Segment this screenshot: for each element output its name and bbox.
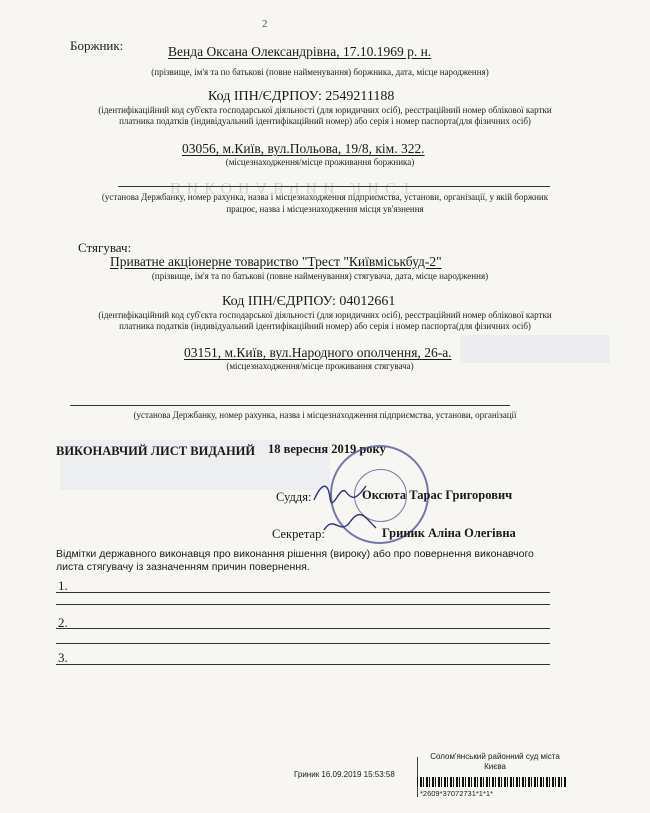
secretary-name: Гриник Аліна Олегівна [382, 526, 516, 540]
page-number: 2 [262, 18, 268, 30]
debtor-code-caption-1: (ідентифікаційний код суб'єкта господарської діяльності (для юридичних осіб), реєстраційний номер облікової картки [98, 105, 552, 115]
form-line [56, 643, 550, 644]
debtor-code-caption-2: платника податків (індивідуальний ідентифікаційний номер) або серія і номер паспорта(для фізичних осіб) [119, 116, 531, 126]
debtor-code: Код ІПН/ЄДРПОУ: 2549211188 [208, 89, 395, 104]
creditor-code: Код ІПН/ЄДРПОУ: 04012661 [222, 294, 396, 309]
line-number: 2. [58, 615, 68, 630]
judge-label: Суддя: [276, 490, 312, 504]
creditor-name-caption: (прізвище, ім'я та по батькові (повне найменування) стягувача, дата, місце народження) [151, 271, 489, 281]
debtor-address: 03056, м.Київ, вул.Польова, 19/8, кім. 322. [182, 141, 425, 156]
creditor-code-caption-1: (ідентифікаційний код суб'єкта господарської діяльності (для юридичних осіб), реєстраційний номер облікової картки [98, 310, 552, 320]
debtor-name: Венда Оксана Олександрівна, 17.10.1969 р. н. [168, 44, 432, 59]
creditor-address-caption: (місцезнаходження/місце проживання стягувача) [226, 361, 414, 371]
creditor-label: Стягувач: [78, 240, 132, 255]
debtor-bank-line [118, 186, 550, 187]
issued-label: ВИКОНАВЧИЙ ЛИСТ ВИДАНИЙ [56, 444, 256, 458]
judge-name: Оксюта Тарас Григорович [362, 488, 513, 502]
creditor-bank-line [70, 405, 510, 406]
debtor-bank-caption-1: (установа Держбанку, номер рахунка, назва і місцезнаходження підприємства, установи, організації, у якій боржник [101, 192, 549, 202]
form-line [56, 592, 550, 593]
barcode-text: *2609*37072731*1*1* [420, 789, 493, 798]
line-number: 3. [58, 650, 68, 665]
form-line [56, 664, 550, 665]
judge-signature [310, 478, 370, 506]
debtor-address-caption: (місцезнаходження/місце проживання боржника) [225, 157, 415, 167]
secretary-signature [320, 512, 380, 538]
creditor-code-caption-2: платника податків (індивідуальний ідентифікаційний номер) або серія і номер паспорта(для фізичних осіб) [119, 321, 531, 331]
bleed-through-text: ВИКОНАВЧИЙ ЛИСТ [170, 179, 418, 196]
creditor-bank-caption: (установа Держбанку, номер рахунка, назва і місцезнаходження підприємства, установи, організації [133, 410, 517, 420]
creditor-address: 03151, м.Київ, вул.Народного ополчення, 26-а. [184, 345, 452, 360]
barcode [417, 777, 567, 787]
form-line [56, 628, 550, 629]
line-number: 1. [58, 578, 68, 593]
debtor-name-caption: (прізвище, ім'я та по батькові (повне найменування) боржника, дата, місце народження) [151, 67, 489, 77]
bleed-through-mark [460, 335, 610, 363]
secretary-label: Секретар: [272, 527, 325, 541]
creditor-name: Приватне акціонерне товариство "Трест "Київміськбуд-2" [110, 254, 442, 269]
debtor-bank-caption-2: працює, назва і місцезнаходження місця ув'язнення [226, 204, 424, 214]
enforcement-note: Відмітки державного виконавця про виконання рішення (вироку) або про повернення виконавчого листа стягувачу із зазначенням причин повернення. [56, 548, 534, 573]
footer-court: Солом'янський районний суд міста Києва [430, 752, 560, 771]
debtor-label: Боржник: [70, 38, 124, 53]
footer-signed: Гриник 16.09.2019 15:53:58 [294, 770, 395, 779]
form-line [56, 604, 550, 605]
issued-date: 18 вересня 2019 року [268, 442, 386, 456]
